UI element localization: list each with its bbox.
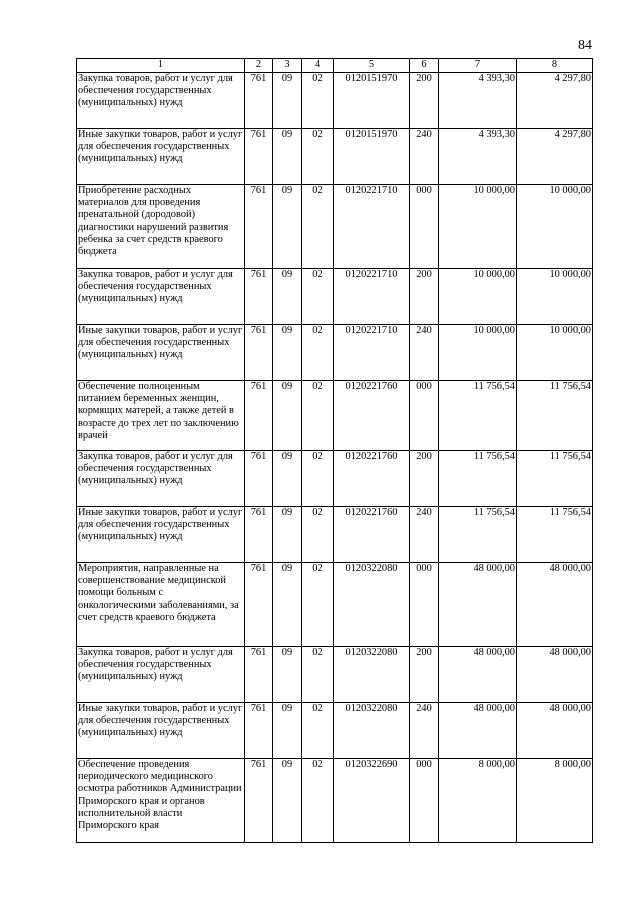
amount-col8: 8 000,00 bbox=[517, 759, 593, 843]
department-code: 761 bbox=[245, 73, 273, 129]
amount-col7: 48 000,00 bbox=[439, 563, 517, 647]
subsection-code: 02 bbox=[302, 703, 334, 759]
row-name: Закупка товаров, работ и услуг для обеспечения государственных (муниципальных) нужд bbox=[77, 73, 245, 129]
section-code: 09 bbox=[273, 703, 302, 759]
department-code: 761 bbox=[245, 269, 273, 325]
amount-col7: 10 000,00 bbox=[439, 185, 517, 269]
amount-col8: 48 000,00 bbox=[517, 647, 593, 703]
amount-col7: 4 393,30 bbox=[439, 73, 517, 129]
subsection-code: 02 bbox=[302, 73, 334, 129]
amount-col8: 11 756,54 bbox=[517, 381, 593, 451]
header-row bbox=[77, 59, 593, 73]
table-body bbox=[77, 73, 593, 843]
row-name: Закупка товаров, работ и услуг для обеспечения государственных (муниципальных) нужд bbox=[77, 647, 245, 703]
expense-type-code: 000 bbox=[410, 185, 439, 269]
amount-col8: 10 000,00 bbox=[517, 185, 593, 269]
column-header: 8 bbox=[517, 59, 593, 73]
expense-type-code: 200 bbox=[410, 73, 439, 129]
subsection-code: 02 bbox=[302, 325, 334, 381]
row-name: Закупка товаров, работ и услуг для обеспечения государственных (муниципальных) нужд bbox=[77, 269, 245, 325]
table-row bbox=[77, 381, 593, 451]
department-code: 761 bbox=[245, 759, 273, 843]
amount-col7: 11 756,54 bbox=[439, 451, 517, 507]
table-row bbox=[77, 129, 593, 185]
table-row bbox=[77, 507, 593, 563]
table-row bbox=[77, 563, 593, 647]
column-header: 1 bbox=[77, 59, 245, 73]
table-row bbox=[77, 703, 593, 759]
subsection-code: 02 bbox=[302, 563, 334, 647]
target-article-code: 0120221710 bbox=[334, 269, 410, 325]
row-name: Обеспечение полноценным питанием беременных женщин, кормящих матерей, а также детей в возрасте до трех лет по заключению врачей bbox=[77, 381, 245, 451]
department-code: 761 bbox=[245, 185, 273, 269]
target-article-code: 0120322690 bbox=[334, 759, 410, 843]
table-row bbox=[77, 325, 593, 381]
table-row bbox=[77, 647, 593, 703]
department-code: 761 bbox=[245, 325, 273, 381]
row-name: Обеспечение проведения периодического медицинского осмотра работников Администрации Приморского края и органов исполнительной власти Приморского края bbox=[77, 759, 245, 843]
row-name: Иные закупки товаров, работ и услуг для обеспечения государственных (муниципальных) нужд bbox=[77, 703, 245, 759]
department-code: 761 bbox=[245, 563, 273, 647]
amount-col8: 48 000,00 bbox=[517, 563, 593, 647]
section-code: 09 bbox=[273, 185, 302, 269]
section-code: 09 bbox=[273, 325, 302, 381]
subsection-code: 02 bbox=[302, 647, 334, 703]
section-code: 09 bbox=[273, 647, 302, 703]
subsection-code: 02 bbox=[302, 381, 334, 451]
expense-type-code: 240 bbox=[410, 325, 439, 381]
row-name: Иные закупки товаров, работ и услуг для обеспечения государственных (муниципальных) нужд bbox=[77, 325, 245, 381]
amount-col8: 11 756,54 bbox=[517, 507, 593, 563]
subsection-code: 02 bbox=[302, 185, 334, 269]
amount-col7: 11 756,54 bbox=[439, 381, 517, 451]
table-row bbox=[77, 269, 593, 325]
section-code: 09 bbox=[273, 507, 302, 563]
target-article-code: 0120322080 bbox=[334, 563, 410, 647]
expense-type-code: 000 bbox=[410, 563, 439, 647]
department-code: 761 bbox=[245, 129, 273, 185]
section-code: 09 bbox=[273, 451, 302, 507]
page-number: 84 bbox=[578, 38, 592, 53]
amount-col7: 8 000,00 bbox=[439, 759, 517, 843]
column-header: 3 bbox=[273, 59, 302, 73]
row-name: Мероприятия, направленные на совершенствование медицинской помощи больным с онкологическими заболеваниями, за счет средств краевого бюджета bbox=[77, 563, 245, 647]
amount-col7: 4 393,30 bbox=[439, 129, 517, 185]
subsection-code: 02 bbox=[302, 129, 334, 185]
amount-col7: 10 000,00 bbox=[439, 325, 517, 381]
expense-type-code: 000 bbox=[410, 381, 439, 451]
target-article-code: 0120322080 bbox=[334, 647, 410, 703]
table-row bbox=[77, 451, 593, 507]
target-article-code: 0120151970 bbox=[334, 129, 410, 185]
table-row bbox=[77, 73, 593, 129]
amount-col8: 10 000,00 bbox=[517, 269, 593, 325]
target-article-code: 0120322080 bbox=[334, 703, 410, 759]
expense-type-code: 240 bbox=[410, 507, 439, 563]
section-code: 09 bbox=[273, 73, 302, 129]
subsection-code: 02 bbox=[302, 507, 334, 563]
subsection-code: 02 bbox=[302, 269, 334, 325]
column-header: 7 bbox=[439, 59, 517, 73]
subsection-code: 02 bbox=[302, 451, 334, 507]
department-code: 761 bbox=[245, 703, 273, 759]
column-header: 2 bbox=[245, 59, 273, 73]
amount-col7: 48 000,00 bbox=[439, 647, 517, 703]
target-article-code: 0120221710 bbox=[334, 185, 410, 269]
expense-type-code: 240 bbox=[410, 703, 439, 759]
amount-col8: 48 000,00 bbox=[517, 703, 593, 759]
department-code: 761 bbox=[245, 507, 273, 563]
department-code: 761 bbox=[245, 451, 273, 507]
expense-type-code: 200 bbox=[410, 647, 439, 703]
row-name: Иные закупки товаров, работ и услуг для обеспечения государственных (муниципальных) нужд bbox=[77, 129, 245, 185]
expense-type-code: 240 bbox=[410, 129, 439, 185]
department-code: 761 bbox=[245, 647, 273, 703]
subsection-code: 02 bbox=[302, 759, 334, 843]
expense-type-code: 000 bbox=[410, 759, 439, 843]
amount-col8: 4 297,80 bbox=[517, 129, 593, 185]
section-code: 09 bbox=[273, 129, 302, 185]
expense-type-code: 200 bbox=[410, 451, 439, 507]
table-row bbox=[77, 759, 593, 843]
target-article-code: 0120221760 bbox=[334, 507, 410, 563]
target-article-code: 0120151970 bbox=[334, 73, 410, 129]
amount-col8: 4 297,80 bbox=[517, 73, 593, 129]
amount-col7: 11 756,54 bbox=[439, 507, 517, 563]
amount-col7: 48 000,00 bbox=[439, 703, 517, 759]
target-article-code: 0120221760 bbox=[334, 451, 410, 507]
column-header: 5 bbox=[334, 59, 410, 73]
budget-table bbox=[76, 58, 593, 843]
column-header: 6 bbox=[410, 59, 439, 73]
amount-col8: 10 000,00 bbox=[517, 325, 593, 381]
section-code: 09 bbox=[273, 381, 302, 451]
row-name: Закупка товаров, работ и услуг для обеспечения государственных (муниципальных) нужд bbox=[77, 451, 245, 507]
section-code: 09 bbox=[273, 759, 302, 843]
section-code: 09 bbox=[273, 269, 302, 325]
department-code: 761 bbox=[245, 381, 273, 451]
amount-col7: 10 000,00 bbox=[439, 269, 517, 325]
expense-type-code: 200 bbox=[410, 269, 439, 325]
target-article-code: 0120221760 bbox=[334, 381, 410, 451]
amount-col8: 11 756,54 bbox=[517, 451, 593, 507]
column-header: 4 bbox=[302, 59, 334, 73]
section-code: 09 bbox=[273, 563, 302, 647]
table-row bbox=[77, 185, 593, 269]
row-name: Приобретение расходных материалов для проведения пренатальной (дородовой) диагностики нарушений развития ребенка за счет средств краевого бюджета bbox=[77, 185, 245, 269]
target-article-code: 0120221710 bbox=[334, 325, 410, 381]
row-name: Иные закупки товаров, работ и услуг для обеспечения государственных (муниципальных) нужд bbox=[77, 507, 245, 563]
